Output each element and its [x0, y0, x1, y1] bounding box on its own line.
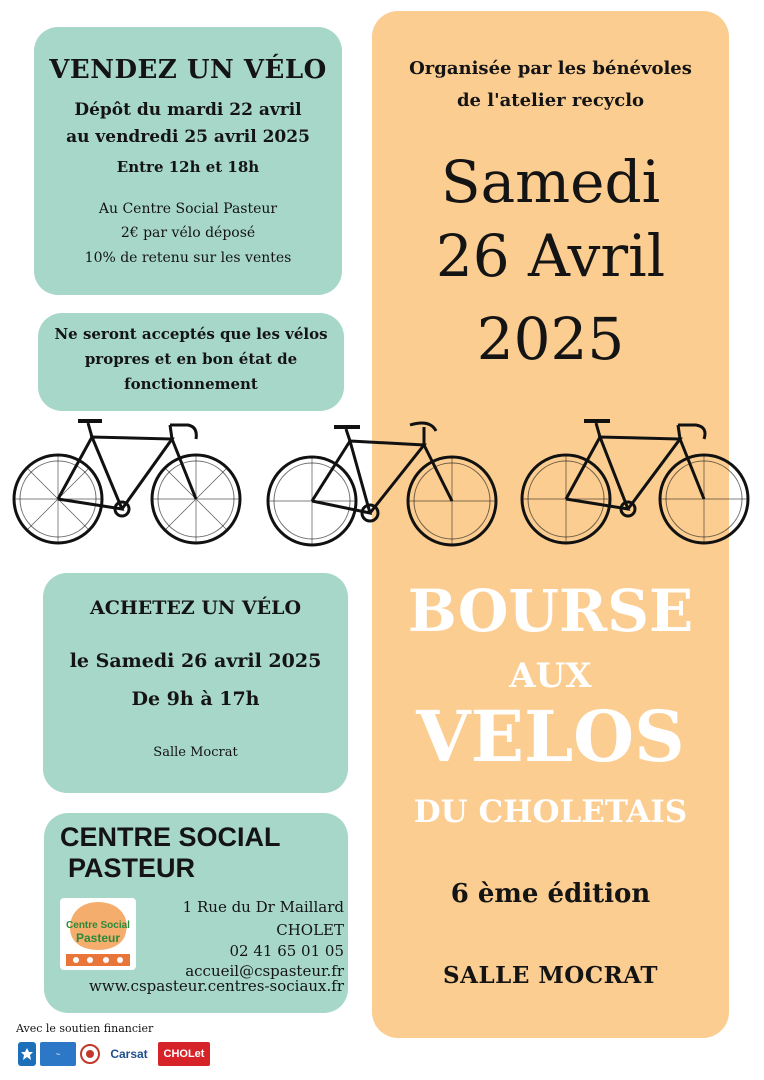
sell-title: VENDEZ UN VÉLO [49, 55, 327, 85]
logo-text: Pasteur [75, 931, 121, 945]
sell-deposit-start: Dépôt du mardi 22 avril [74, 100, 302, 120]
headline-aux: AUX [509, 656, 592, 696]
sponsors-logos [18, 1041, 210, 1067]
logo-text: Centre Social [66, 920, 130, 931]
headline-bourse: BOURSE [407, 577, 694, 645]
rule-line: Ne seront acceptés que les vélos [54, 325, 328, 343]
centre-social-logo [60, 898, 136, 970]
buy-date: le Samedi 26 avril 2025 [69, 650, 322, 672]
headline-velos: VELOS [416, 695, 685, 778]
centre-title: CENTRE SOCIAL [60, 822, 281, 852]
sell-deposit-hours: Entre 12h et 18h [116, 158, 260, 176]
cholet-logo: CHOLet [158, 1042, 210, 1066]
event-day: Samedi [440, 148, 661, 216]
buy-title: ACHETEZ UN VÉLO [89, 597, 302, 619]
sell-location: Au Centre Social Pasteur [98, 201, 278, 217]
centre-phone: 02 41 65 01 05 [229, 942, 344, 960]
region-logo-icon: ~ [40, 1042, 76, 1066]
msa-logo-icon [80, 1042, 100, 1066]
bicycles-illustration [0, 405, 764, 555]
centre-city: CHOLET [276, 921, 344, 939]
centre-address: 1 Rue du Dr Maillard [182, 898, 344, 916]
sell-fee: 2€ par vélo déposé [120, 225, 256, 241]
caf-logo-icon [18, 1042, 36, 1066]
event-date: 26 Avril [435, 222, 666, 290]
venue-label: SALLE MOCRAT [443, 962, 658, 989]
centre-email[interactable]: accueil@cspasteur.fr [185, 962, 344, 980]
rule-line: propres et en bon état de [84, 350, 298, 368]
organiser-line: Organisée par les bénévoles [409, 58, 692, 79]
edition-label: 6 ème édition [450, 879, 651, 909]
buy-hours: De 9h à 17h [131, 688, 260, 710]
sell-commission: 10% de retenu sur les ventes [84, 250, 292, 266]
carsat-logo: Carsat [110, 1047, 148, 1061]
rule-line: fonctionnement [124, 375, 258, 393]
headline-choletais: DU CHOLETAIS [413, 794, 688, 830]
buy-place: Salle Mocrat [153, 745, 238, 760]
centre-website[interactable]: www.cspasteur.centres-sociaux.fr [89, 977, 344, 995]
organiser-line: de l'atelier recyclo [456, 90, 645, 111]
centre-title: PASTEUR [68, 853, 196, 883]
sponsors-label: Avec le soutien financier [16, 1022, 154, 1035]
event-year: 2025 [476, 305, 625, 373]
sell-deposit-end: au vendredi 25 avril 2025 [66, 127, 310, 147]
bicycle-left-icon [14, 421, 240, 543]
bicycle-middle-icon [268, 423, 496, 545]
bicycle-right-icon [522, 421, 748, 543]
